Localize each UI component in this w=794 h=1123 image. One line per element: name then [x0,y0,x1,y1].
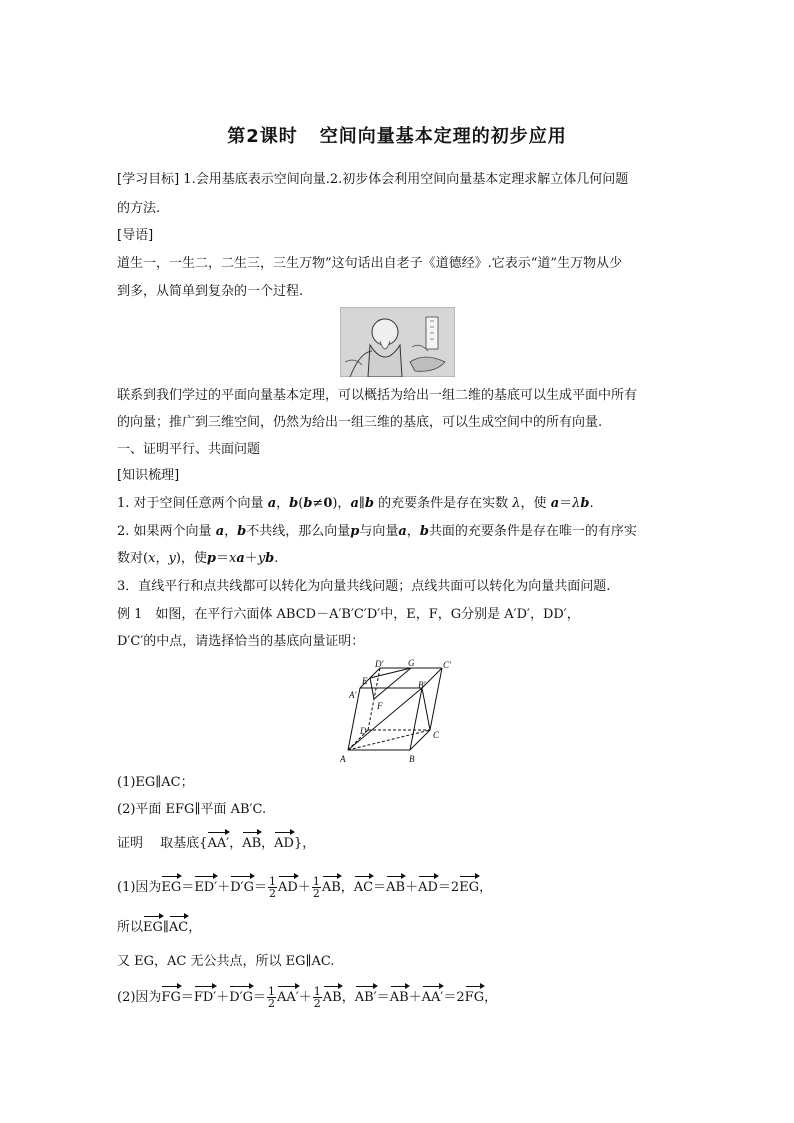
knowledge-item-1: 1. 对于空间任意两个向量 a，b(b≠0)，a∥b 的充要条件是存在实数 λ，使 a＝λb. [117,496,594,511]
parallelepiped-figure [340,658,465,766]
proof-step-2: 所以EG∥AC， [117,918,687,938]
knowledge-label: [知识梳理] [117,468,180,483]
label-F: F [377,701,383,711]
objectives-label: [学习目标] [117,172,180,187]
k1-text-b: 的充要条件是存在实数 [378,496,509,511]
intro-label: [导语] [117,228,154,243]
example-line-2: D′C′的中点，请选择恰当的基底向量证明： [117,634,365,649]
label-B1: B′ [418,680,426,690]
k2-text-a: 2. 如果两个向量 [117,524,212,539]
question-2: (2)平面 EFG∥平面 AB′C. [117,802,267,817]
label-D: D [360,726,367,736]
proof-label: 证明 [117,836,144,851]
knowledge-item-3: 3．直线平行和点共线都可以转化为向量共线问题；点线共面可以转化为向量共面问题. [117,579,611,594]
label-B: B [409,754,415,764]
title-lesson: 第2课时 [227,126,298,147]
label-C: C [433,730,440,740]
k1-text-a: 1. 对于空间任意两个向量 [117,496,264,511]
k2-text-b: 不共线，那么向量 [246,524,351,539]
k2-text-e: 数对 [117,551,144,566]
label-A1: A′ [349,690,357,700]
knowledge-item-2: 2. 如果两个向量 a，b不共线，那么向量p与向量a，b共面的充要条件是存在唯一的有序实 [117,524,637,539]
section-heading: 一、证明平行、共面问题 [117,442,261,457]
label-G: G [408,658,415,668]
proof-basis: 证明 取基底{AA′，AB，AD}， [117,834,687,854]
k2-text-f: ，使 [180,551,207,566]
label-E: E [362,676,368,686]
proof-step-3: 又 EG，AC 无公共点，所以 EG∥AC. [117,954,335,969]
objectives-text: 1.会用基底表示空间向量.2.初步体会利用空间向量基本定理求解立体几何问题 [183,172,629,187]
knowledge-item-2-cont: 数对(x，y)，使p＝xa＋yb. [117,551,279,566]
proof-step-1-prefix: (1)因为 [117,880,162,895]
example-line-1: 例 1 如图，在平行六面体 ABCD－A′B′C′D′中，E，F，G分别是 A′D′，DD′， [117,607,580,622]
objectives [117,170,687,190]
page-title [0,122,794,148]
proof-step-4-prefix: (2)因为 [117,990,162,1005]
question-1: (1)EG∥AC； [117,775,194,790]
laozi-illustration [340,307,455,377]
intro-paragraph-3: 联系到我们学过的平面向量基本定理，可以概括为给出一组二维的基底可以生成平面中所有 [117,388,638,403]
label-D1: D′ [375,659,384,669]
proof-step-1: (1)因为EG＝ED′＋D′G＝ $\frac{1}{2}$ AD＋ $\frac{1}{2}$ AB，AC＝AB＋AD＝2EG， [117,875,493,900]
label-C1: C′ [443,660,451,670]
label-A: A [340,754,346,764]
objectives-text-cont: 的方法. [117,201,161,216]
k1-text-c: ，使 [520,496,547,511]
k2-text-d: 共面的充要条件是存在唯一的有序实 [428,524,637,539]
intro-paragraph-1: 道生一，一生二，二生三，三生万物”这句话出自老子《道德经》.它表示“道”生万物从少 [117,256,623,271]
k2-text-c: 与向量 [359,524,399,539]
intro-paragraph-2: 到多，从简单到复杂的一个过程. [117,284,304,299]
title-topic: 空间向量基本定理的初步应用 [319,126,567,147]
intro-paragraph-4: 的向量；推广到三维空间，仍然为给出一组三维的基底，可以生成空间中的所有向量. [117,415,603,430]
proof-basis-text: 取基底 [160,836,200,851]
proof-step-2-prefix: 所以 [117,920,144,935]
proof-step-4: (2)因为FG＝FD′＋D′G＝ $\frac{1}{2}$ AA′＋ $\frac{1}{2}$ AB，AB′＝AB＋AA′＝2FG， [117,985,498,1010]
